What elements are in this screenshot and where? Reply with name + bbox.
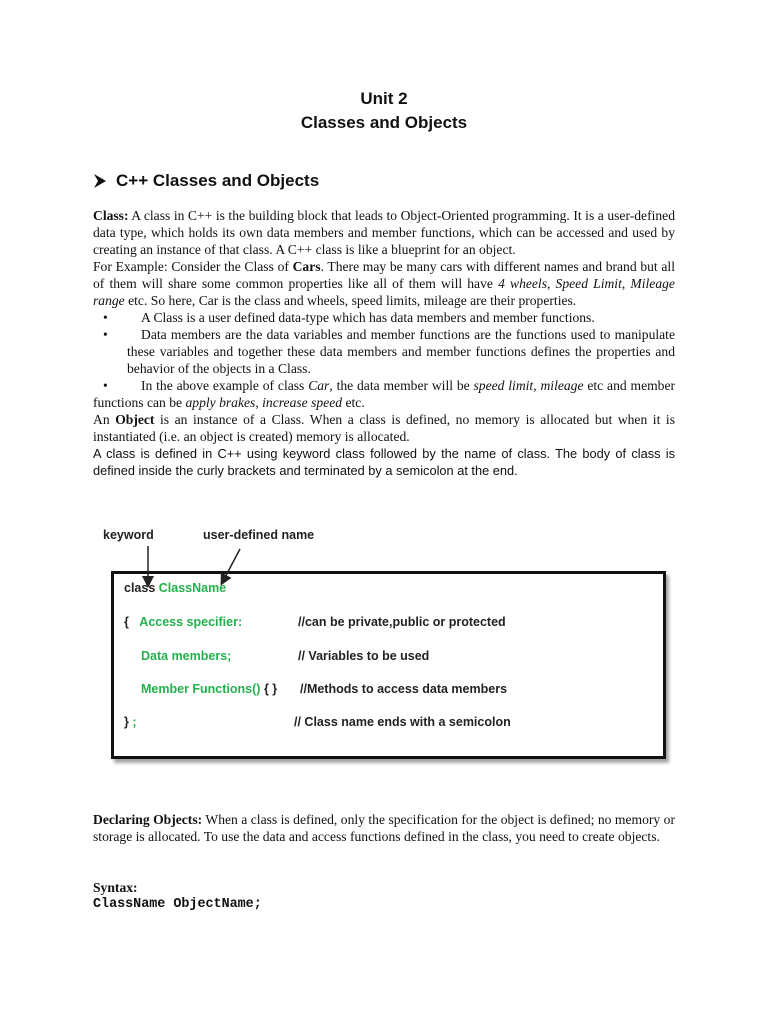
- bullet-text: etc.: [345, 395, 365, 410]
- section-heading-text: C++ Classes and Objects: [116, 171, 320, 190]
- semicolon: ;: [132, 715, 137, 729]
- syntax-label: [93, 879, 675, 896]
- class-text: A class in C++ is the building block that leads to Object-Oriented programming. It is a user-defined data type, which holds its own data members and member functions, which can be accessed and used by creating an instance of that class. A C++ class is like a blueprint for an object.: [93, 208, 675, 257]
- bullet-icon: •: [103, 327, 108, 342]
- object-label: Object: [115, 412, 155, 427]
- object-lead: An: [93, 412, 110, 427]
- punct: ,: [547, 276, 551, 291]
- speed-limit-term: speed limit: [473, 378, 534, 393]
- comment-data: // Variables to be used: [298, 649, 430, 663]
- apply-brakes-term: apply brakes: [185, 395, 256, 410]
- increase-speed-term: increase speed: [262, 395, 343, 410]
- punct: ,: [621, 276, 626, 291]
- declaring-block: [93, 811, 675, 845]
- syntax-code: ClassName ObjectName;: [93, 897, 262, 912]
- car-term: Car: [308, 378, 330, 393]
- punct: ,: [255, 395, 259, 410]
- user-defined-arrow: [222, 549, 240, 583]
- example-lead: For Example: Consider the Class of: [93, 259, 289, 274]
- punct: ,: [533, 378, 537, 393]
- page-title: Classes and Objects: [300, 113, 468, 132]
- member-functions: Member Functions(): [141, 682, 261, 696]
- class-label: Class:: [93, 208, 129, 223]
- mileage-range-term: Mileage range: [93, 276, 675, 308]
- example-tail: etc. So here, Car is the class and wheels, speed limits, mileage are their properties.: [128, 293, 577, 308]
- bullet-text: Data members are the data variables and member functions are the functions used to manipulate these variables and together these data members and member functions defines the properties and behavior of the objects in a Class.: [127, 327, 675, 376]
- open-brace: {: [124, 615, 129, 629]
- comment-end: // Class name ends with a semicolon: [294, 715, 511, 729]
- bullet-icon: •: [103, 378, 108, 393]
- bullet-text: In the above example of class: [141, 378, 305, 393]
- class-keyword: class: [124, 581, 156, 595]
- syntax-label-text: Syntax:: [93, 880, 138, 895]
- unit-heading: Unit 2: [360, 89, 408, 108]
- wheels-term: 4 wheels: [498, 276, 547, 291]
- bullet-text: etc and member functions can be: [93, 378, 676, 410]
- bullet-icon: •: [103, 310, 108, 325]
- access-specifier: Access specifier:: [139, 615, 243, 629]
- comment-methods: //Methods to access data members: [300, 682, 508, 696]
- mileage-term: mileage: [540, 378, 584, 393]
- bullet-text: A Class is a user defined data-type which has data members and member functions.: [141, 310, 595, 325]
- declaring-label: Declaring Objects:: [93, 812, 203, 827]
- comment-access: //can be private,public or protected: [298, 615, 506, 629]
- class-name: ClassName: [158, 581, 227, 595]
- data-members: Data members;: [141, 649, 232, 663]
- cars-term: Cars: [292, 259, 321, 274]
- declaring-text: When a class is defined, only the specification for the object is defined; no memory or storage is allocated. To use the data and access functions defined in the class, you need to create objects.: [93, 812, 675, 844]
- example-mid: . There may be many cars with different names and brand but all of them will share some common properties like all of them will have: [93, 259, 675, 291]
- member-braces: { }: [263, 682, 278, 696]
- keyword-label: keyword: [103, 528, 154, 542]
- bullet-text: , the data member will be: [329, 378, 470, 393]
- object-text: is an instance of a Class. When a class is defined, no memory is allocated but when it is instantiated (i.e. an object is created) memory is allocated.: [93, 412, 675, 444]
- close-brace: }: [124, 715, 129, 729]
- syntax-block: [93, 879, 675, 913]
- speed-limit-term: Speed Limit: [555, 276, 622, 291]
- define-paragraph: A class is defined in C++ using keyword class followed by the name of class. The body of class is defined inside the curly brackets and terminated by a semicolon at the end.: [93, 446, 675, 478]
- user-defined-name-label: user-defined name: [203, 528, 315, 542]
- declaring-paragraph: [93, 811, 675, 845]
